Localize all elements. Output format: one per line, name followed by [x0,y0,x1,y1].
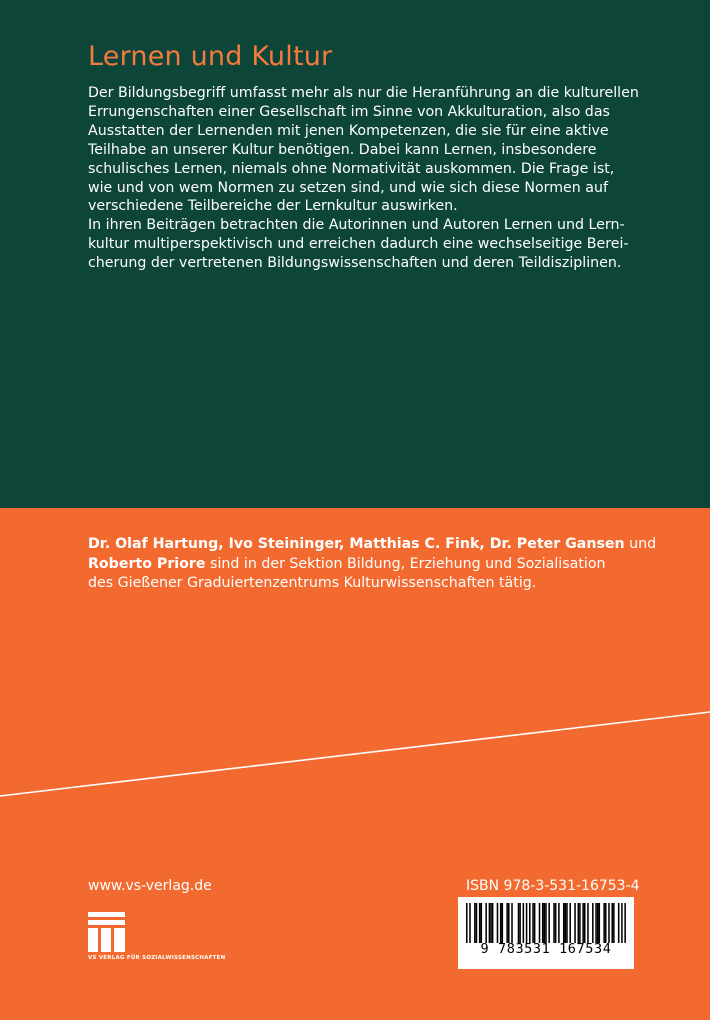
description-line: Ausstatten der Lernenden mit jenen Kompetenzen, die sie für eine aktive [88,122,609,139]
barcode-bar [485,903,487,943]
barcode-bar [587,903,589,943]
barcode-bar [553,903,555,943]
diagonal-divider [0,700,710,810]
publisher-logo-icon [88,912,248,972]
barcode-bar [539,903,541,943]
author-line-2 [88,555,648,575]
barcode-bar [574,903,576,943]
barcode-bar [508,903,510,943]
barcode [458,897,634,969]
barcode-bar [474,903,476,943]
barcode-bar [502,903,504,943]
barcode-bar [511,903,513,943]
barcode-bar [542,903,544,943]
description-line: cherung der vertretenen Bildungswissenschaften und deren Teildisziplinen. [88,255,622,272]
barcode-bar [534,903,536,943]
barcode-bar [555,903,557,943]
barcode-bar [578,903,580,943]
description-line: Der Bildungsbegriff umfasst mehr als nur die Heranführung an die kulturellen [88,85,639,101]
barcode-bar [489,903,491,943]
publisher-logo-text: VS VERLAG FÜR SOZIALWISSENSCHAFTEN [88,955,226,961]
description-line: kultur multiperspektivisch und erreichen dadurch eine wechselseitige Berei- [88,236,629,253]
barcode-bar [579,903,581,943]
description-line: In ihren Beiträgen betrachten die Autorinnen und Autoren Lernen und Lern- [88,217,625,234]
barcode-bar [476,903,478,943]
description-line: Errungenschaften einer Gesellschaft im Sinne von Akkulturation, also das [88,103,610,120]
barcode-bar [523,903,525,943]
author-connector: und [624,536,657,552]
description-line: verschiedene Teilbereiche der Lernkultur auswirken. [88,198,458,215]
barcode-bar [611,903,613,943]
barcode-bar [558,903,560,943]
book-description [88,84,648,273]
barcode-bar [548,903,550,943]
barcode-bar [529,903,531,943]
author-line-1 [88,535,657,555]
author-name-last: Roberto Priore [88,555,206,572]
barcode-bar [469,903,471,943]
barcode-bar [624,903,626,943]
barcode-bar [595,903,597,943]
barcode-bar [518,903,520,943]
author-info [88,535,657,594]
barcode-bar [565,903,567,943]
barcode-bar [563,903,565,943]
barcode-bar [584,903,586,943]
barcode-bar [597,903,599,943]
description-line: schulisches Lernen, niemals ohne Normativität auskommen. Die Frage ist, [88,160,615,177]
barcode-bar [544,903,546,943]
barcode-bar [582,903,584,943]
description-line: wie und von wem Normen zu setzen sind, und wie sich diese Normen auf [88,179,608,196]
barcode-bar [599,903,601,943]
barcode-bar [532,903,534,943]
barcode-bar [492,903,494,943]
author-names: Dr. Olaf Hartung, Ivo Steininger, Matthias C. Fink, Dr. Peter Gansen [88,536,625,552]
barcode-bar [466,903,468,943]
barcode-bar [545,903,547,943]
barcode-bar [526,903,528,943]
barcode-bars [466,903,626,943]
barcode-bar [506,903,508,943]
author-line-3: des Gießener Graduiertenzentrums Kulturwissenschaften tätig. [88,575,537,591]
barcode-bar [613,903,615,943]
barcode-bar [519,903,521,943]
description-line: Teilhabe an unserer Kultur benötigen. Dabei kann Lernen, insbesondere [88,141,597,158]
barcode-bar [566,903,568,943]
isbn: ISBN 978-3-531-16753-4 [466,878,640,894]
barcode-bar [621,903,623,943]
barcode-bar [490,903,492,943]
barcode-bar [481,903,483,943]
barcode-bar [605,903,607,943]
barcode-bar [618,903,620,943]
barcode-bar [603,903,605,943]
barcode-digits: 9 783531 167534 [480,941,612,957]
barcode-bar [592,903,594,943]
website-link[interactable]: www.vs-verlag.de [88,878,212,894]
top-panel [0,0,710,508]
barcode-bar [569,903,571,943]
book-title: Lernen und Kultur [88,41,333,72]
barcode-bar [500,903,502,943]
barcode-bar [608,903,610,943]
barcode-bar [497,903,499,943]
barcode-bar [479,903,481,943]
author-affiliation: sind in der Sektion Bildung, Erziehung und Sozialisation [205,555,606,572]
